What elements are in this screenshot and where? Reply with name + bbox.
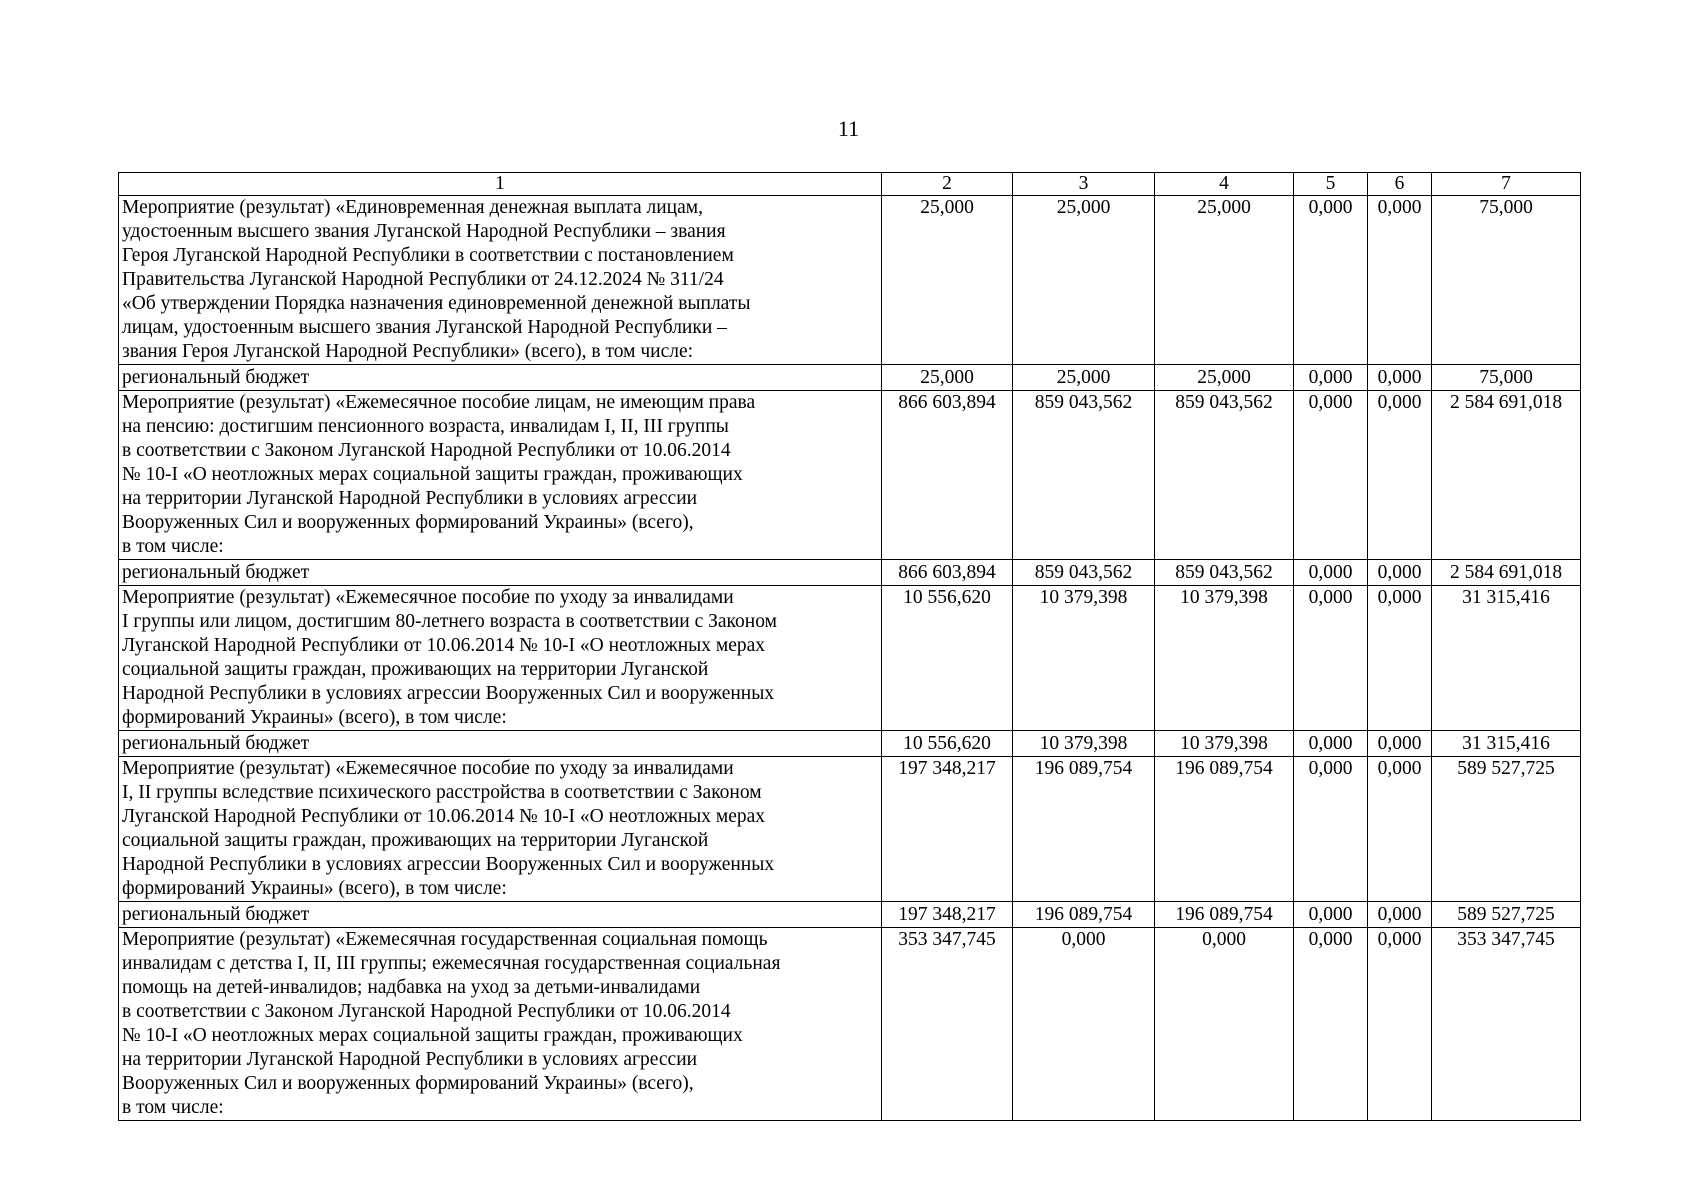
cell-col-6: 0,000: [1368, 391, 1432, 560]
table-row: [119, 902, 1581, 928]
row-description: Мероприятие (результат) «Ежемесячное пособие лицам, не имеющим права на пенсию: достигшим пенсионного возраста, инвалидам I, II, III группы в соответствии с Законом Луганской Народной Республики от 10.06.2014 № 10-I «О неотложных мерах социальной защиты граждан, проживающих на территории Луганской Народной Республики в условиях агрессии Вооруженных Сил и вооруженных формирований Украины» (всего), в том числе:: [119, 391, 882, 560]
cell-col-7: 353 347,745: [1432, 928, 1581, 1121]
table-row: [119, 560, 1581, 586]
cell-col-4: 10 379,398: [1155, 731, 1294, 757]
cell-col-7: 589 527,725: [1432, 902, 1581, 928]
row-description: региональный бюджет: [119, 902, 882, 928]
cell-col-2: 197 348,217: [882, 902, 1013, 928]
cell-col-3: 10 379,398: [1013, 586, 1155, 731]
cell-col-6: 0,000: [1368, 902, 1432, 928]
cell-col-7: 589 527,725: [1432, 757, 1581, 902]
cell-col-5: 0,000: [1294, 560, 1368, 586]
cell-col-4: 25,000: [1155, 196, 1294, 365]
cell-col-4: 859 043,562: [1155, 391, 1294, 560]
cell-col-3: 25,000: [1013, 365, 1155, 391]
cell-col-5: 0,000: [1294, 757, 1368, 902]
cell-col-4: 10 379,398: [1155, 586, 1294, 731]
cell-col-7: 31 315,416: [1432, 586, 1581, 731]
cell-col-4: 25,000: [1155, 365, 1294, 391]
cell-col-6: 0,000: [1368, 196, 1432, 365]
cell-col-3: 10 379,398: [1013, 731, 1155, 757]
cell-col-6: 0,000: [1368, 365, 1432, 391]
cell-col-7: 2 584 691,018: [1432, 560, 1581, 586]
header-col-4: 4: [1155, 173, 1294, 196]
cell-col-5: 0,000: [1294, 731, 1368, 757]
row-description: Мероприятие (результат) «Ежемесячное пособие по уходу за инвалидами I группы или лицом, достигшим 80-летнего возраста в соответствии с Законом Луганской Народной Республики от 10.06.2014 № 10-I «О неотложных мерах социальной защиты граждан, проживающих на территории Луганской Народной Республики в условиях агрессии Вооруженных Сил и вооруженных формирований Украины» (всего), в том числе:: [119, 586, 882, 731]
table-row: [119, 365, 1581, 391]
cell-col-6: 0,000: [1368, 731, 1432, 757]
cell-col-2: 25,000: [882, 196, 1013, 365]
cell-col-6: 0,000: [1368, 560, 1432, 586]
cell-col-5: 0,000: [1294, 586, 1368, 731]
row-description: Мероприятие (результат) «Единовременная денежная выплата лицам, удостоенным высшего звания Луганской Народной Республики – звания Героя Луганской Народной Республики в соответствии с постановлением Правительства Луганской Народной Республики от 24.12.2024 № 311/24 «Об утверждении Порядка назначения единовременной денежной выплаты лицам, удостоенным высшего звания Луганской Народной Республики – звания Героя Луганской Народной Республики» (всего), в том числе:: [119, 196, 882, 365]
header-row: [119, 173, 1581, 196]
header-col-5: 5: [1294, 173, 1368, 196]
table-row: [119, 757, 1581, 902]
cell-col-6: 0,000: [1368, 586, 1432, 731]
cell-col-3: 196 089,754: [1013, 757, 1155, 902]
cell-col-4: 196 089,754: [1155, 757, 1294, 902]
header-col-7: 7: [1432, 173, 1581, 196]
cell-col-6: 0,000: [1368, 757, 1432, 902]
header-col-2: 2: [882, 173, 1013, 196]
cell-col-5: 0,000: [1294, 196, 1368, 365]
cell-col-5: 0,000: [1294, 928, 1368, 1121]
cell-col-5: 0,000: [1294, 365, 1368, 391]
cell-col-2: 25,000: [882, 365, 1013, 391]
header-col-3: 3: [1013, 173, 1155, 196]
cell-col-4: 0,000: [1155, 928, 1294, 1121]
cell-col-3: 859 043,562: [1013, 391, 1155, 560]
cell-col-4: 859 043,562: [1155, 560, 1294, 586]
cell-col-3: 196 089,754: [1013, 902, 1155, 928]
cell-col-5: 0,000: [1294, 902, 1368, 928]
table-row: [119, 196, 1581, 365]
cell-col-5: 0,000: [1294, 391, 1368, 560]
header-col-6: 6: [1368, 173, 1432, 196]
cell-col-7: 75,000: [1432, 196, 1581, 365]
cell-col-3: 859 043,562: [1013, 560, 1155, 586]
cell-col-2: 10 556,620: [882, 731, 1013, 757]
row-description: Мероприятие (результат) «Ежемесячная государственная социальная помощь инвалидам с детства I, II, III группы; ежемесячная государственная социальная помощь на детей-инвалидов; надбавка на уход за детьми-инвалидами в соответствии с Законом Луганской Народной Республики от 10.06.2014 № 10-I «О неотложных мерах социальной защиты граждан, проживающих на территории Луганской Народной Республики в условиях агрессии Вооруженных Сил и вооруженных формирований Украины» (всего), в том числе:: [119, 928, 882, 1121]
cell-col-2: 197 348,217: [882, 757, 1013, 902]
cell-col-7: 2 584 691,018: [1432, 391, 1581, 560]
budget-table: [118, 172, 1581, 1121]
cell-col-3: 25,000: [1013, 196, 1155, 365]
row-description: Мероприятие (результат) «Ежемесячное пособие по уходу за инвалидами I, II группы вследствие психического расстройства в соответствии с Законом Луганской Народной Республики от 10.06.2014 № 10-I «О неотложных мерах социальной защиты граждан, проживающих на территории Луганской Народной Республики в условиях агрессии Вооруженных Сил и вооруженных формирований Украины» (всего), в том числе:: [119, 757, 882, 902]
header-col-1: 1: [119, 173, 882, 196]
cell-col-3: 0,000: [1013, 928, 1155, 1121]
cell-col-2: 866 603,894: [882, 391, 1013, 560]
row-description: региональный бюджет: [119, 731, 882, 757]
cell-col-7: 31 315,416: [1432, 731, 1581, 757]
table-row: [119, 928, 1581, 1121]
cell-col-2: 10 556,620: [882, 586, 1013, 731]
row-description: региональный бюджет: [119, 560, 882, 586]
cell-col-2: 353 347,745: [882, 928, 1013, 1121]
table-row: [119, 586, 1581, 731]
table-row: [119, 731, 1581, 757]
cell-col-4: 196 089,754: [1155, 902, 1294, 928]
cell-col-6: 0,000: [1368, 928, 1432, 1121]
page-number: 11: [837, 116, 860, 141]
cell-col-2: 866 603,894: [882, 560, 1013, 586]
row-description: региональный бюджет: [119, 365, 882, 391]
table-row: [119, 391, 1581, 560]
cell-col-7: 75,000: [1432, 365, 1581, 391]
